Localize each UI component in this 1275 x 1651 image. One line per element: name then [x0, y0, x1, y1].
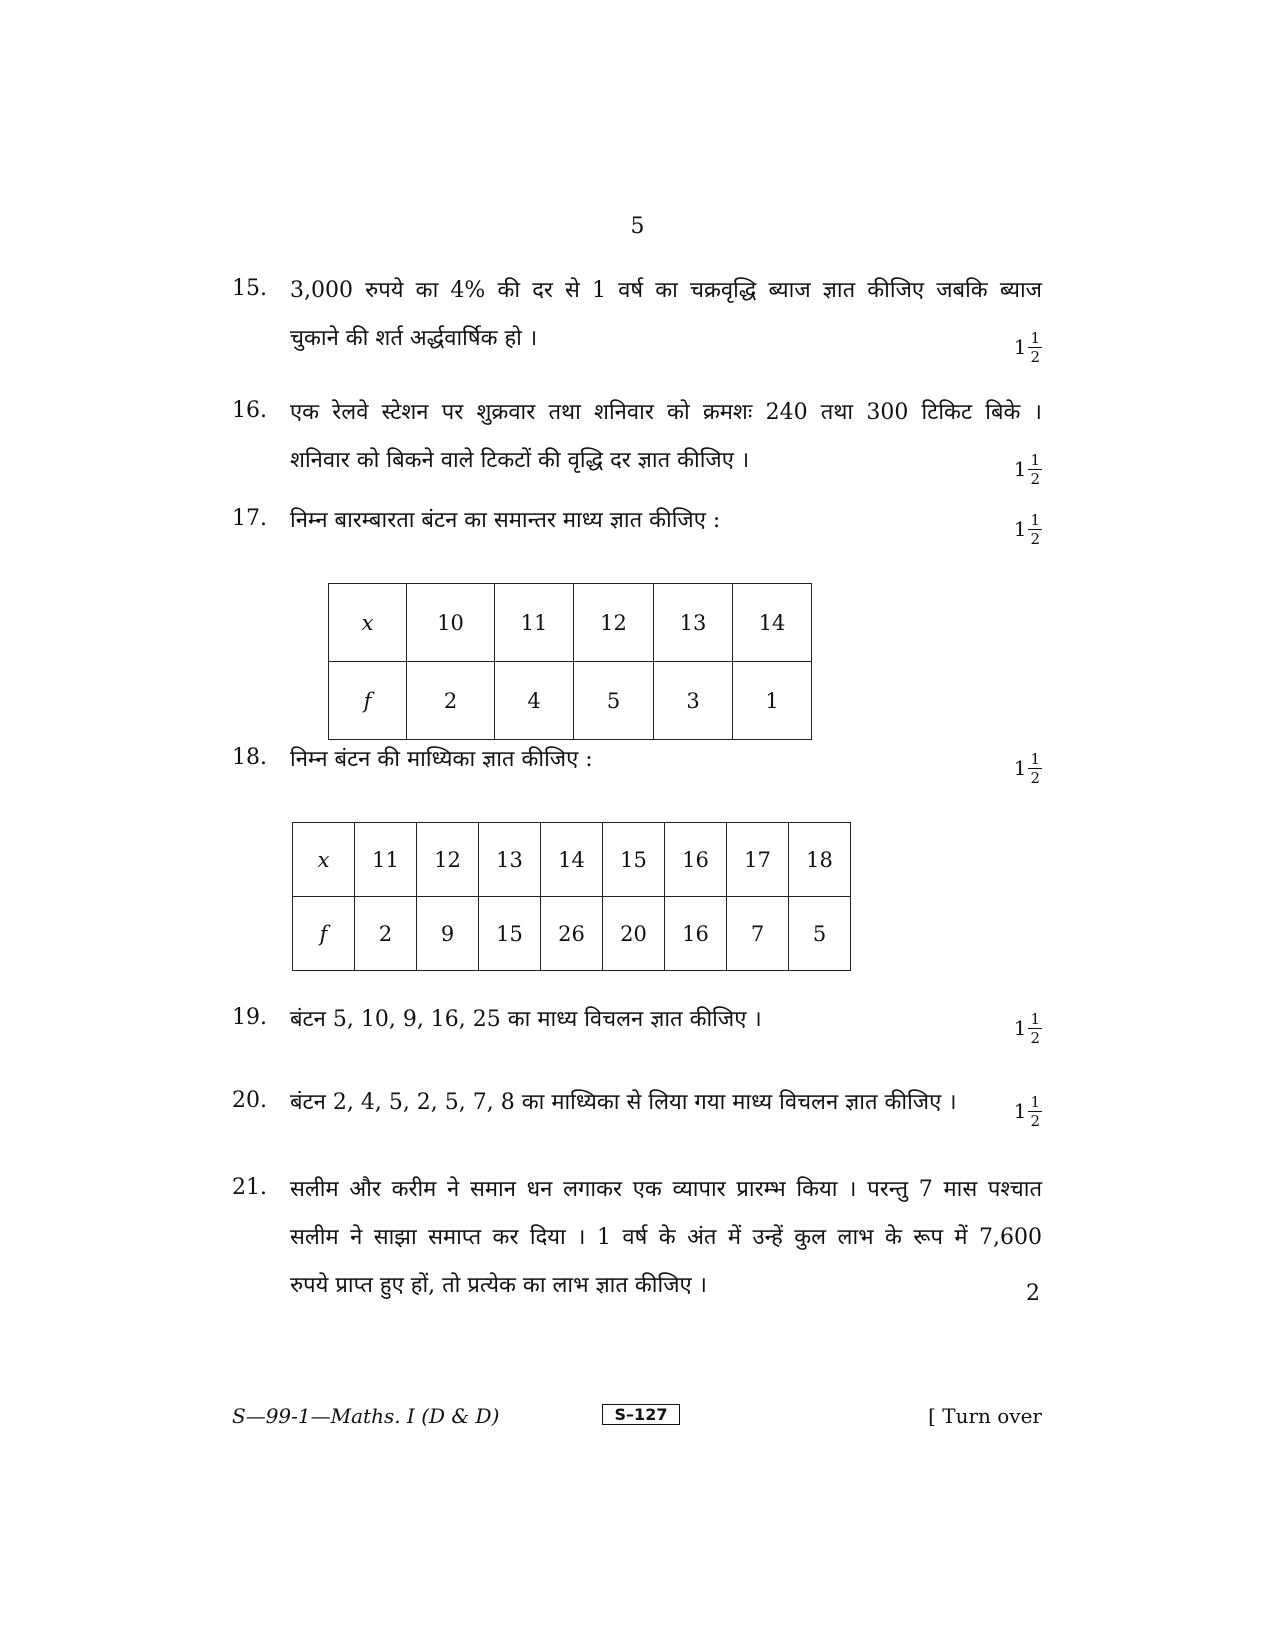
table-cell: 2 [355, 897, 417, 971]
table-cell: 20 [603, 897, 665, 971]
frequency-table [328, 583, 812, 740]
question-number: 20. [232, 1088, 267, 1113]
table-cell: 10 [407, 584, 495, 662]
table-cell: 1 [733, 662, 812, 740]
table-row [293, 823, 851, 897]
question-text: बंटन 5, 10, 9, 16, 25 का माध्य विचलन ज्ञात कीजिए । 1 $\frac{1}{2}$ [290, 1005, 1042, 1053]
marks: 1 $\frac{1}{2}$ [1013, 749, 1040, 787]
marks: 2 [1026, 1281, 1040, 1306]
question-text: सलीम ने साझा समाप्त कर दिया । 1 वर्ष के अंत में उन्हें कुल लाभ के रूप में 7,600 [290, 1225, 1042, 1250]
question-text: 3,000 रुपये का 4% की दर से 1 वर्ष का चक्रवृद्धि ब्याज ज्ञात कीजिए जबकि ब्याज [290, 278, 1042, 303]
table-cell: 13 [479, 823, 541, 897]
table-cell: 26 [541, 897, 603, 971]
table-cell: 12 [417, 823, 479, 897]
series-code-box: S–127 [602, 1404, 680, 1425]
distribution-table [292, 822, 851, 971]
table-cell: 15 [479, 897, 541, 971]
table-cell: 7 [727, 897, 789, 971]
marks: 1 $\frac{1}{2}$ [1013, 1092, 1040, 1130]
table-cell: 5 [789, 897, 851, 971]
question-text: निम्न बंटन की माध्यिका ज्ञात कीजिए : 1 $\frac{1}{2}$ [290, 745, 1042, 793]
table-row [329, 584, 812, 662]
question-text: रुपये प्राप्त हुए हों, तो प्रत्येक का लाभ ज्ञात कीजिए । 2 [290, 1271, 1042, 1319]
table-cell: x [293, 823, 355, 897]
table-cell: 5 [574, 662, 654, 740]
question-number: 15. [232, 276, 267, 301]
question-text: सलीम और करीम ने समान धन लगाकर एक व्यापार प्रारम्भ किया । परन्तु 7 मास पश्चात [290, 1177, 1042, 1202]
question-text: शनिवार को बिकने वाले टिकटों की वृद्धि दर ज्ञात कीजिए । 1 $\frac{1}{2}$ [290, 446, 1042, 494]
question-number: 17. [232, 506, 267, 531]
question-text: निम्न बारम्बारता बंटन का समान्तर माध्य ज्ञात कीजिए : 1 $\frac{1}{2}$ [290, 506, 1042, 554]
table-cell: 14 [541, 823, 603, 897]
paper-code: S—99-1—Maths. I (D & D) [232, 1404, 500, 1428]
question-text: बंटन 2, 4, 5, 2, 5, 7, 8 का माध्यिका से लिया गया माध्य विचलन ज्ञात कीजिए । 1 $\frac{1}{2}$ [290, 1088, 1042, 1136]
marks: 1 $\frac{1}{2}$ [1013, 450, 1040, 488]
table-cell: 16 [665, 897, 727, 971]
marks: 1 $\frac{1}{2}$ [1013, 510, 1040, 548]
table-cell: 13 [654, 584, 733, 662]
page-number: 5 [630, 214, 645, 239]
table-cell: x [329, 584, 407, 662]
table-cell: 16 [665, 823, 727, 897]
question-number: 21. [232, 1175, 267, 1200]
table-cell: 2 [407, 662, 495, 740]
table-row [293, 897, 851, 971]
table-cell: 14 [733, 584, 812, 662]
table-cell: 9 [417, 897, 479, 971]
table-cell: 18 [789, 823, 851, 897]
marks: 1 $\frac{1}{2}$ [1013, 1009, 1040, 1047]
table-cell: 11 [355, 823, 417, 897]
marks: 1 $\frac{1}{2}$ [1013, 328, 1040, 366]
table-cell: 12 [574, 584, 654, 662]
question-number: 18. [232, 745, 267, 770]
question-number: 19. [232, 1005, 267, 1030]
table-cell: 11 [495, 584, 574, 662]
table-cell: 3 [654, 662, 733, 740]
table-cell: f [329, 662, 407, 740]
table-cell: 4 [495, 662, 574, 740]
table-cell: f [293, 897, 355, 971]
table-cell: 17 [727, 823, 789, 897]
table-row [329, 662, 812, 740]
table-cell: 15 [603, 823, 665, 897]
question-number: 16. [232, 398, 267, 423]
question-text: एक रेलवे स्टेशन पर शुक्रवार तथा शनिवार को क्रमशः 240 तथा 300 टिकिट बिके । [290, 400, 1042, 425]
question-text: चुकाने की शर्त अर्द्धवार्षिक हो । 1 $\frac{1}{2}$ [290, 324, 1042, 372]
turn-over-note: [ Turn over [928, 1404, 1042, 1428]
